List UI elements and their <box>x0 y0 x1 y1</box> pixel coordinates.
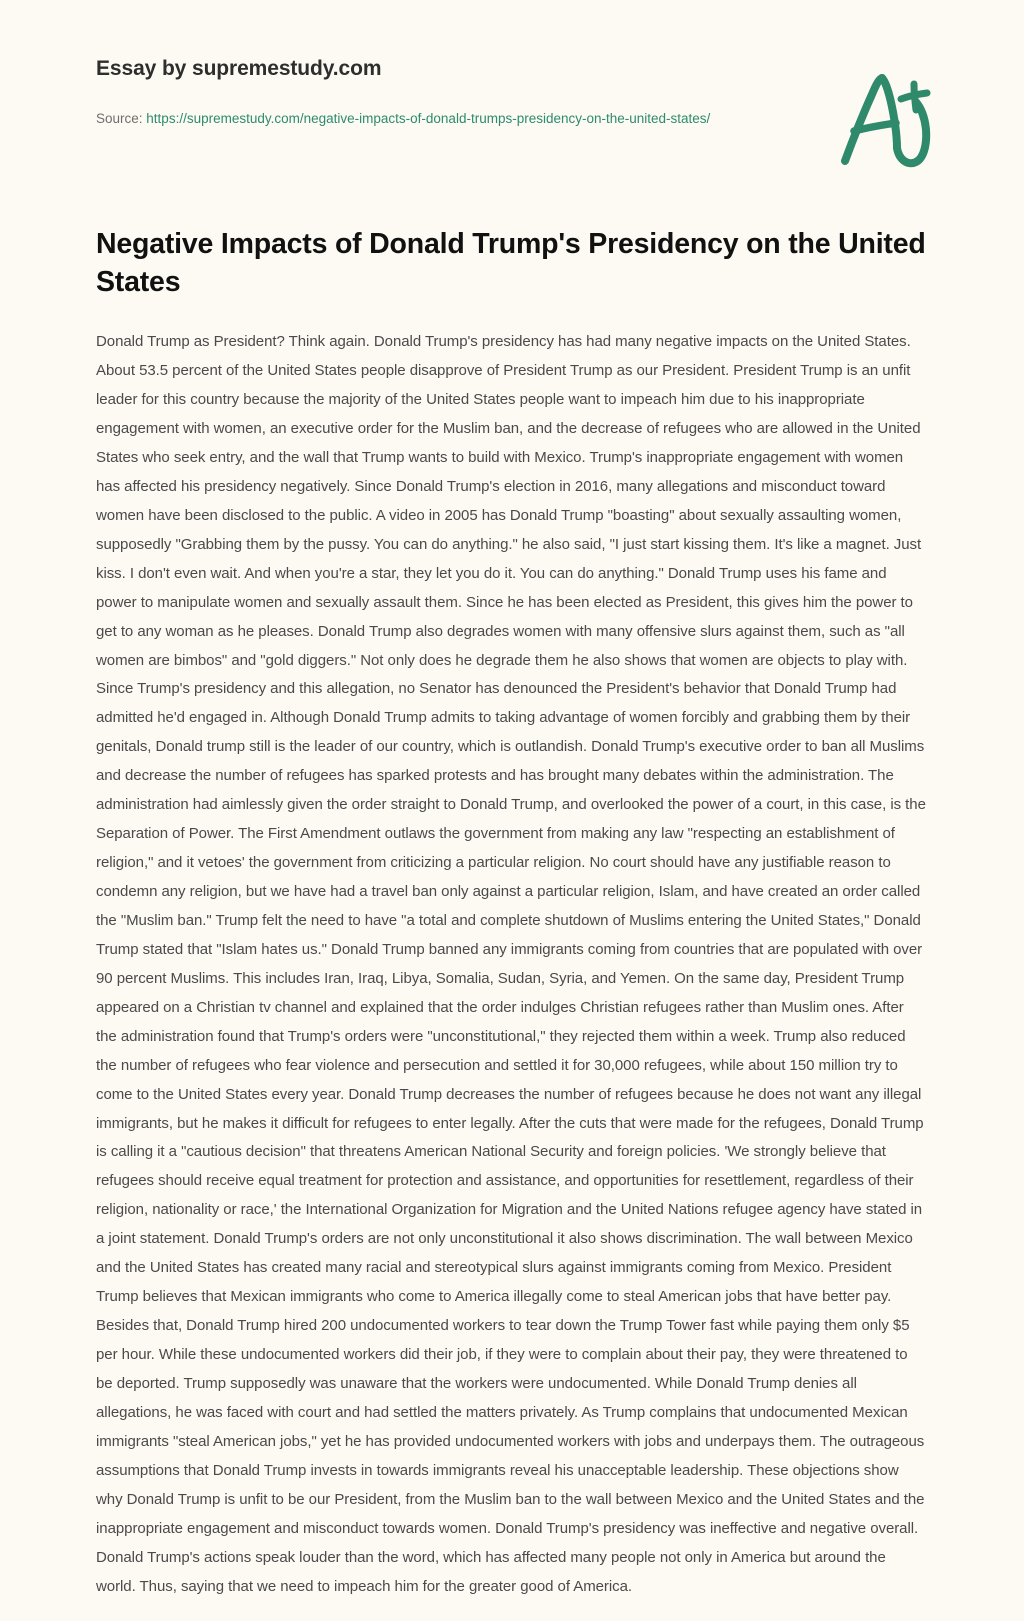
essay-body <box>0 302 1024 1621</box>
site-title: Essay by supremestudy.com <box>96 57 382 80</box>
a-plus-logo-icon <box>826 60 946 180</box>
source-label: Source: <box>96 111 143 127</box>
source-line <box>96 107 741 130</box>
essay-paragraph: Donald Trump as President? Think again. Donald Trump's presidency has had many negative impacts on the United States. About 53.5 percent of the United States people disapprove of President Trump as our President. President Trump is an unfit leader for this country because the majority of the United States people want to impeach him due to his inappropriate engagement with women, an executive order for the Muslim ban, and the decrease of refugees who are allowed in the United States who seek entry, and the wall that Trump wants to build with Mexico. Trump's inappropriate engagement with women has affected his presidency negatively. Since Donald Trump's election in 2016, many allegations and misconduct toward women have been disclosed to the public. A video in 2005 has Donald Trump "boasting" about sexually assaulting women, supposedly "Grabbing them by the pussy. You can do anything." he also said, "I just start kissing them. It's like a magnet. Just kiss. I don't even wait. And when you're a star, they let you do it. You can do anything." Donald Trump uses his fame and power to manipulate women and sexually assault them. Since he has been elected as President, this gives him the power to get to any woman as he pleases. Donald Trump also degrades women with many offensive slurs against them, such as "all women are bimbos" and "gold diggers." Not only does he degrade them he also shows that women are objects to play with. Since Trump's presidency and this allegation, no Senator has denounced the President's behavior that Donald Trump had admitted he'd engaged in. Although Donald Trump admits to taking advantage of women forcibly and grabbing them by their genitals, Donald trump still is the leader of our country, which is outlandish. Donald Trump's executive order to ban all Muslims and decrease the number of refugees has sparked protests and has brought many debates within the administration. The administration had aimlessly given the order straight to Donald Trump, and overlooked the power of a court, in this case, is the Separation of Power. The First Amendment outlaws the government from making any law "respecting an establishment of religion," and it vetoes' the government from criticizing a particular religion. No court should have any justifiable reason to condemn any religion, but we have had a travel ban only against a particular religion, Islam, and have created an order called the "Muslim ban." Trump felt the need to have "a total and complete shutdown of Muslims entering the United States," Donald Trump stated that "Islam hates us." Donald Trump banned any immigrants coming from countries that are populated with over 90 percent Muslims. This includes Iran, Iraq, Libya, Somalia, Sudan, Syria, and Yemen. On the same day, President Trump appeared on a Christian tv channel and explained that the order indulges Christian refugees rather than Muslim ones. After the administration found that Trump's orders were "unconstitutional," they rejected them within a week. Trump also reduced the number of refugees who fear violence and persecution and settled it for 30,000 refugees, while about 150 million try to come to the United States every year. Donald Trump decreases the number of refugees because he does not want any illegal immigrants, but he makes it difficult for refugees to enter legally. After the cuts that were made for the refugees, Donald Trump is calling it a "cautious decision" that threatens American National Security and foreign policies. 'We strongly believe that refugees should receive equal treatment for protection and assistance, and opportunities for resettlement, regardless of their religion, nationality or race,' the International Organization for Migration and the United Nations refugee agency have stated in a joint statement. Donald Trump's orders are not only unconstitutional it also shows discrimination. The wall between Mexico and the United States has created many racial and stereotypical slurs against immigrants coming from Mexico. President Trump believes that Mexican immigrants who come to America illegally come to steal American jobs that have better pay. Besides that, Donald Trump hired 200 undocumented workers to tear down the Trump Tower fast while paying them only $5 per hour. While these undocumented workers did their job, if they were to complain about their pay, they were threatened to be deported. Trump supposedly was unaware that the workers were undocumented. While Donald Trump denies all allegations, he was faced with court and had settled the matters privately. As Trump complains that undocumented Mexican immigrants "steal American jobs," yet he has provided undocumented workers with jobs and underpays them. The outrageous assumptions that Donald Trump invests in towards immigrants reveal his unacceptable leadership. These objections show why Donald Trump is unfit to be our President, from the Muslim ban to the wall between Mexico and the United States and the inappropriate engagement and misconduct towards women. Donald Trump's presidency was ineffective and negative overall. Donald Trump's actions speak louder than the word, which has affected many people not only in America but around the world. Thus, saying that we need to impeach him for the greater good of America. <box>96 333 926 1595</box>
page-title: Negative Impacts of Donald Trump's Presidency on the United States <box>96 228 926 299</box>
source-url-link[interactable]: https://supremestudy.com/negative-impacts-of-donald-trumps-presidency-on-the-united-states/ <box>146 111 711 127</box>
page-header <box>0 0 1024 130</box>
